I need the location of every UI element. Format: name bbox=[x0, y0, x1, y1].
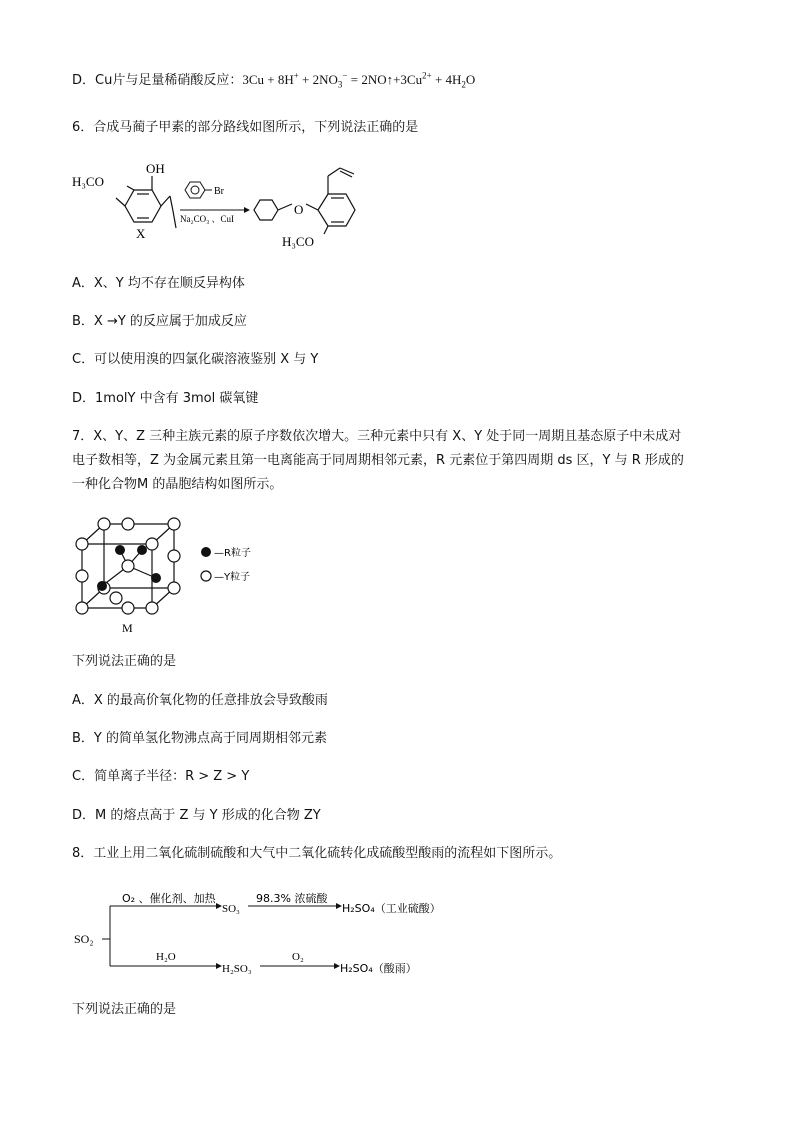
flow-bottom-h2so3: H₂SO₃ bbox=[222, 963, 252, 975]
flow-top-so3: SO₃ bbox=[222, 903, 240, 915]
q7-prompt: 下列说法正确的是 bbox=[72, 654, 177, 669]
flow-top-condition: O₂ 、催化剂、加热 bbox=[122, 892, 216, 905]
q7-option-b: B．Y 的简单氢化物沸点高于同周期相邻元素 bbox=[72, 731, 327, 746]
y-methoxy-label: H₃CO bbox=[282, 234, 314, 249]
flow-bottom-condition: H₂O bbox=[156, 951, 176, 963]
q8-stem: 8．工业上用二氧化硫制硫酸和大气中二氧化硫转化成硫酸型酸雨的流程如下图所示。 bbox=[72, 846, 562, 861]
q6-option-c: C．可以使用溴的四氯化碳溶液鉴别 X 与 Y bbox=[72, 352, 319, 367]
q7-option-d: D．M 的熔点高于 Z 与 Y 形成的化合物 ZY bbox=[72, 808, 321, 823]
q5-equation: $3Cu + 8H^+ + 2NO_3^-$ = $2NO↑+3Cu^{2+} + 4H_2O$ bbox=[242, 70, 476, 90]
q6-option-a: A．X、Y 均不存在顺反异构体 bbox=[72, 276, 245, 291]
q7-stem-line-3: 一种化合物M 的晶胞结构如图所示。 bbox=[72, 477, 283, 492]
legend-r-label: —R粒子 bbox=[214, 548, 251, 559]
compound-y-structure bbox=[254, 168, 355, 234]
q7-stem-line-2: 电子数相等，Z 为金属元素且第一电离能高于同周期相邻元素，R 元素位于第四周期 ds 区，Y 与 R 形成的 bbox=[72, 453, 684, 468]
legend-y-label: —Y粒子 bbox=[214, 572, 251, 583]
figure-caption-m: M bbox=[122, 621, 133, 635]
q7-option-c: C．简单离子半径：R > Z > Y bbox=[72, 769, 250, 784]
x-methoxy-label: H₃CO bbox=[72, 174, 104, 189]
x-hydroxy-label: OH bbox=[146, 161, 165, 176]
q6-option-b: B．X →Y 的反应属于加成反应 bbox=[72, 314, 247, 329]
legend-y-marker bbox=[201, 571, 211, 581]
flow-bottom-condition-2: O₂ bbox=[292, 951, 304, 963]
x-compound-label: X bbox=[136, 226, 146, 241]
q6-option-d: D．1molY 中含有 3mol 碳氧键 bbox=[72, 391, 259, 406]
q6-reaction-scheme bbox=[72, 156, 372, 252]
q8-prompt: 下列说法正确的是 bbox=[72, 1002, 177, 1017]
legend-r-marker bbox=[201, 547, 211, 557]
flow-top-product: H₂SO₄（工业硫酸） bbox=[342, 902, 441, 915]
compound-x-structure bbox=[116, 176, 176, 228]
reaction-arrowhead bbox=[244, 207, 250, 213]
flow-bottom-product: H₂SO₄（酸雨） bbox=[340, 962, 417, 975]
flow-start-so2: SO₂ bbox=[74, 932, 94, 946]
q6-stem: 6．合成马蔺子甲素的部分路线如图所示，下列说法正确的是 bbox=[72, 120, 419, 135]
q5-option-d bbox=[72, 70, 475, 91]
q7-option-a: A．X 的最高价氧化物的任意排放会导致酸雨 bbox=[72, 693, 328, 708]
y-ether-oxygen: O bbox=[294, 202, 304, 217]
q5-option-d-prefix: D．Cu片与足量稀硝酸反应： bbox=[72, 73, 243, 88]
flow-top-condition-2: 98.3% 浓硫酸 bbox=[256, 892, 328, 905]
reagent-br-label: Br bbox=[214, 186, 224, 197]
q7-stem-line-1: 7．X、Y、Z 三种主族元素的原子序数依次增大。三种元素中只有 X、Y 处于同一周期且基态原子中未成对 bbox=[72, 429, 682, 444]
q7-crystal-cell bbox=[70, 510, 270, 640]
reagent-conditions: Na₂CO₃ 、CuI bbox=[180, 214, 235, 224]
q8-flow-diagram bbox=[72, 888, 452, 980]
reagent-bromobenzene bbox=[185, 182, 212, 198]
